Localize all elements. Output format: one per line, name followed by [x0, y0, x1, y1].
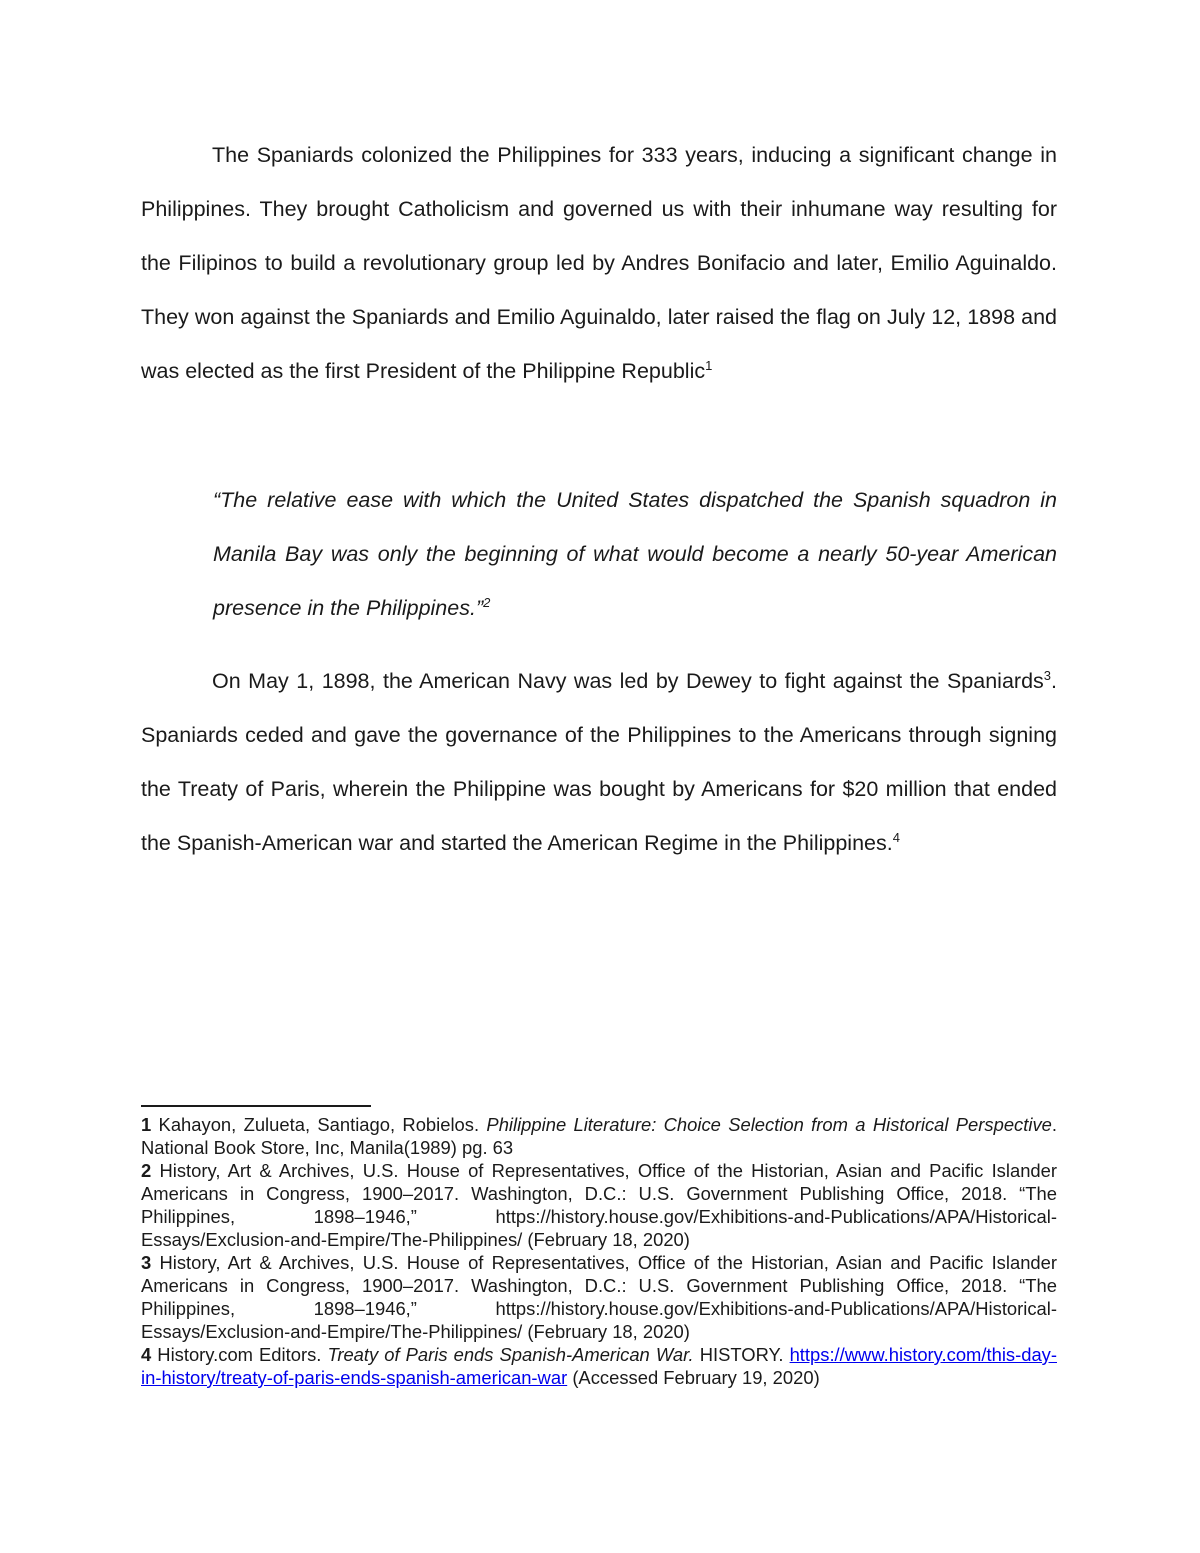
paragraph-text: The Spaniards colonized the Philippines for 333 years, inducing a significant change in Philippines. They brought Catholicism and governed us with their inhumane way resulting for the Filipinos to build a revolutionary group led by Andres Bonifacio and later, Emilio Aguinaldo. They won against the Spaniards and Emilio Aguinaldo, later raised the flag on July 12, 1898 and was elected as the first President of the Philippine Republic [141, 143, 1057, 383]
paragraph-text: On May 1, 1898, the American Navy was led by Dewey to fight against the Spaniards [212, 669, 1044, 693]
footnote-ref[interactable]: 2 [483, 595, 491, 610]
paragraph-text: . Spaniards ceded and gave the governance of the Philippines to the Americans through signing the Treaty of Paris, wherein the Philippine was bought by Americans for $20 million that ended the Spanish-American war and started the American Regime in the Philippines. [141, 669, 1057, 855]
footnotes [141, 1113, 1057, 1389]
footnote-title: Philippine Literature: Choice Selection from a Historical Perspective [486, 1114, 1052, 1135]
paragraph-colonization [141, 128, 1057, 398]
footnote-number: 1 [141, 1114, 152, 1135]
block-quote [213, 473, 1057, 635]
footnote-number: 4 [141, 1344, 152, 1365]
footnote-text: . National Book Store, Inc, Manila(1989) pg. 63 [141, 1114, 1058, 1158]
footnote-title: Treaty of Paris ends Spanish-American War. [327, 1344, 694, 1365]
footnote-4 [141, 1343, 1057, 1389]
footnote-ref[interactable]: 4 [892, 830, 900, 845]
footnote-text: HISTORY. [693, 1344, 790, 1365]
footnote-2 [141, 1159, 1057, 1251]
footnote-number: 3 [141, 1252, 152, 1273]
footnote-text: (Accessed February 19, 2020) [567, 1367, 820, 1388]
footnote-text: History.com Editors. [151, 1344, 328, 1365]
footnote-text: Kahayon, Zulueta, Santiago, Robielos. [151, 1114, 487, 1135]
paragraph-american-navy [141, 654, 1057, 870]
footnote-ref[interactable]: 3 [1043, 668, 1052, 683]
quote-text: “The relative ease with which the United States dispatched the Spanish squadron in Manila Bay was only the beginning of what would become a nearly 50-year American presence in the Philippines.” [213, 488, 1057, 620]
footnote-ref[interactable]: 1 [705, 358, 713, 373]
footnote-text: History, Art & Archives, U.S. House of Representatives, Office of the Historian, Asian and Pacific Islander Americans in Congress, 1900–2017. Washington, D.C.: U.S. Government Publishing Office, 2018. “The Philippines, 1898–1946,” https://history.house.gov/Exhibitions-and-Publications/APA/Historical-Essays/Exclusion-and-Empire/The-Philippines/ (February 18, 2020) [141, 1160, 1057, 1250]
footnote-3 [141, 1251, 1057, 1343]
footnote-link[interactable]: https://www.history.com/this-day-in-history/treaty-of-paris-ends-spanish-american-war [141, 1344, 1057, 1388]
footnote-text: History, Art & Archives, U.S. House of Representatives, Office of the Historian, Asian and Pacific Islander Americans in Congress, 1900–2017. Washington, D.C.: U.S. Government Publishing Office, 2018. “The Philippines, 1898–1946,” https://history.house.gov/Exhibitions-and-Publications/APA/Historical-Essays/Exclusion-and-Empire/The-Philippines/ (February 18, 2020) [141, 1252, 1057, 1342]
footnote-1 [141, 1113, 1057, 1159]
footnote-number: 2 [141, 1160, 152, 1181]
footnote-separator [141, 1105, 371, 1107]
